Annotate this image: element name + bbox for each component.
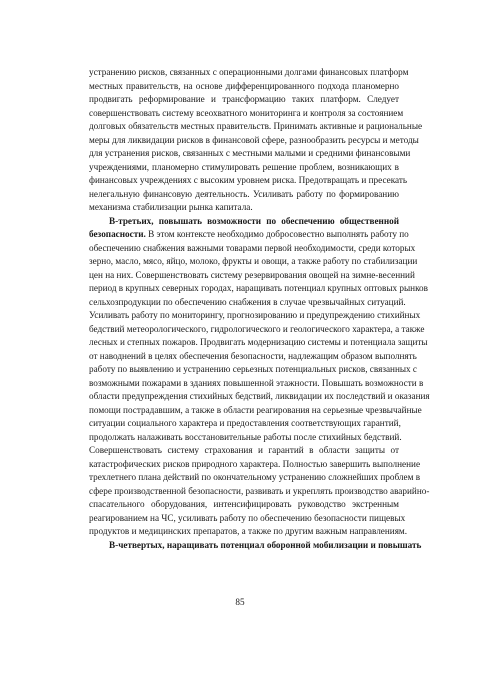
text-line: работу по выявлению и устранению серьезных потенциальных рисков, связанных с <box>89 364 418 374</box>
page-number: 85 <box>235 597 245 607</box>
text-line: ситуации социального характера и предоставления соответствующих гарантий, <box>89 418 401 428</box>
text-line: сельхозпродукции по обеспечению снабжения в случае чрезвычайных ситуаций. <box>89 296 406 307</box>
text-line: помощи пострадавшим, а также в области реагирования на серьезные чрезвычайные <box>89 404 422 415</box>
text-line: местных правительств, на основе дифференцированного подхода планомерно <box>89 80 399 91</box>
text-line: зерно, масло, мясо, яйцо, молоко, фрукты и овощи, а также работу по стабилизации <box>89 256 418 266</box>
text-line: устранению рисков, связанных с операционными долгами финансовых платформ <box>89 67 409 77</box>
text-line: продуктов и медицинских препаратов, а также по другим важным направлениям. <box>89 526 408 536</box>
text-line: реагированием на ЧС, усиливать работу по обеспечению безопасности пищевых <box>89 512 406 523</box>
text-line: сфере производственной безопасности, развивать и укреплять производство аварийно- <box>89 485 430 496</box>
text-line: учреждениями, планомерно стимулировать решение проблем, возникающих в <box>89 161 399 172</box>
text-line: продвигать реформирование и трансформацию таких платформ. Следует <box>89 94 399 104</box>
section-heading-fourth: В-четвертых, наращивать потенциал оборонной мобилизации и повышать <box>109 539 422 550</box>
text-line: для устранения рисков, связанных с местными малыми и средними финансовыми <box>89 148 411 158</box>
text-line: возможными пожарами в зданиях повышенной этажности. Повышать возможности в <box>89 377 424 388</box>
text-line: лесных и степных пожаров. Продвигать модернизацию системы и потенциала защиты <box>89 337 428 347</box>
text-line: спасательного оборудования, интенсифицировать руководство экстренным <box>89 499 399 509</box>
text-line: обеспечению снабжения важными товарами первой необходимости, среди которых <box>89 242 416 253</box>
text-line: продолжать налаживать восстановительные работы после стихийных бедствий. <box>89 431 402 442</box>
text-line: нелегальную финансовую деятельность. Усиливать работу по формированию <box>89 188 399 199</box>
text-line: Совершенствовать систему страхования и гарантий в области защиты от <box>89 445 399 455</box>
text-line: бедствий метеорологического, гидрологического и геологического характера, а также <box>89 323 425 334</box>
text-line: период в крупных северных городах, наращивать потенциал крупных оптовых рынков <box>89 283 428 293</box>
text-line: меры для ликвидации рисков в финансовой сфере, разнообразить ресурсы и методы <box>89 134 419 145</box>
text-line: трехлетнего плана действий по окончательному устранению сложнейших проблем в <box>89 472 421 482</box>
text-fragment: В этом контексте необходимо добросовестно выполнять работу по <box>145 229 409 239</box>
text-line: совершенствовать систему всеохватного мониторинга и контроля за состоянием <box>89 107 404 118</box>
section-heading-third-end: безопасности. <box>89 229 146 239</box>
text-line: финансовых учреждениях с высоким уровнем риска. Предотвращать и пресекать <box>89 175 408 185</box>
text-line: долговых обязательств местных правительств. Принимать активные и рациональные <box>89 121 423 131</box>
text-line: цен на них. Совершенствовать систему резервирования овощей на зимне-весенний <box>89 269 415 280</box>
body-text <box>89 66 430 552</box>
text-line <box>89 228 409 242</box>
text-line: области предупреждения стихийных бедствий, ликвидации их последствий и оказания <box>89 391 430 401</box>
text-line: катастрофических рисков природного характера. Полностью завершить выполнение <box>89 458 421 469</box>
text-line: от наводнений в целях обеспечения безопасности, надлежащим образом выполнять <box>89 350 417 361</box>
text-line: механизма стабилизации рынка капитала. <box>89 202 253 212</box>
section-heading-third: В-третьих, повышать возможности по обеспечению общественной <box>109 215 399 226</box>
text-line: Усиливать работу по мониторингу, прогнозированию и предупреждению стихийных <box>89 310 421 320</box>
